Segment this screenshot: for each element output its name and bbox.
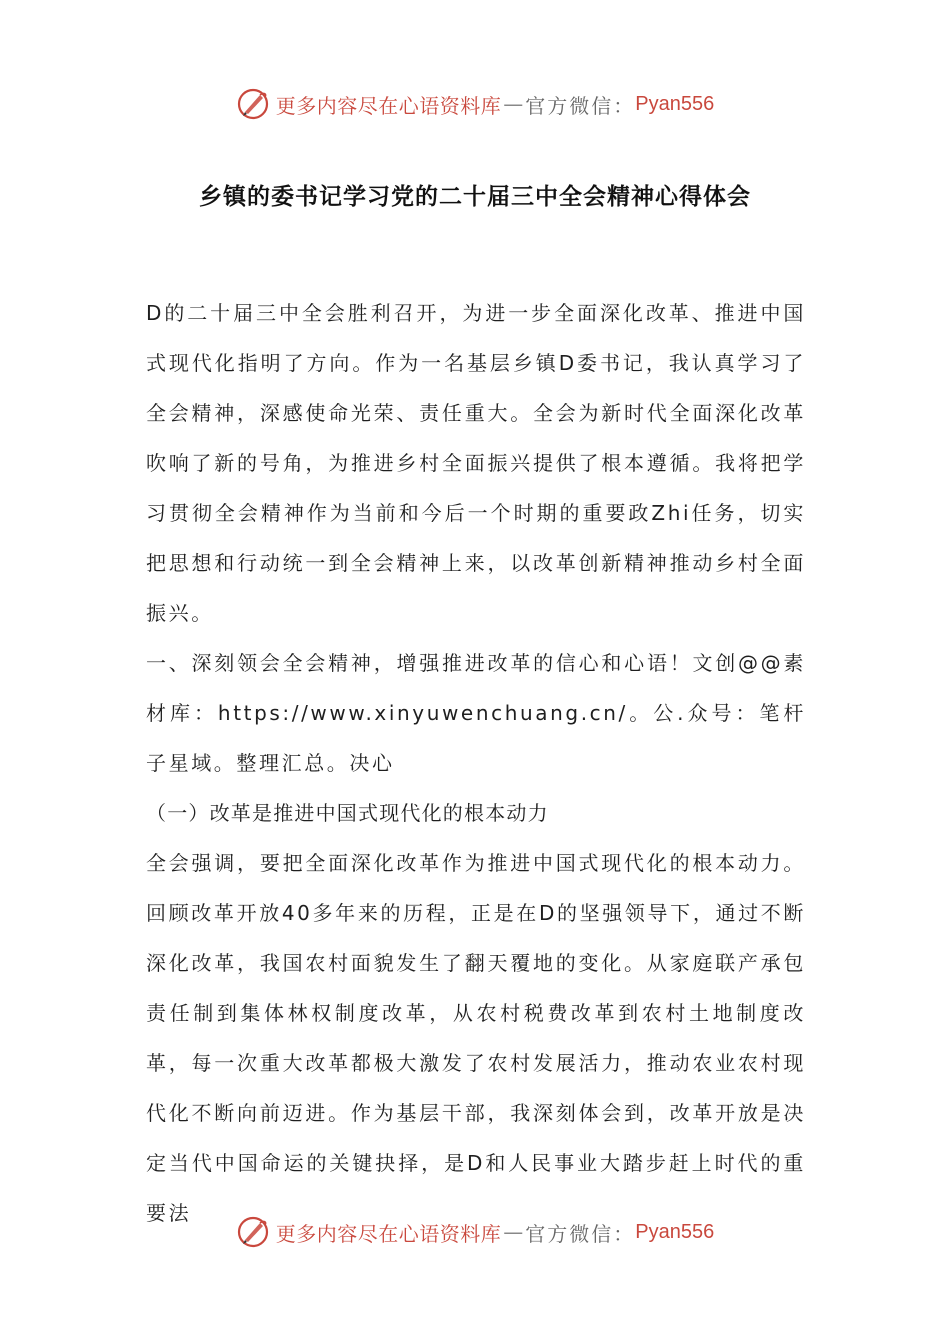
wechat-id: Pyan556	[635, 1220, 715, 1243]
document-body	[146, 288, 806, 1238]
watermark-separator: —	[503, 1220, 524, 1244]
watermark-slogan: 更多内容尽在心语资料库	[275, 93, 502, 118]
body-paragraph: 全会强调，要把全面深化改革作为推进中国式现代化的根本动力。回顾改革开放40多年来的历程，正是在D的坚强领导下，通过不断深化改革，我国农村面貌发生了翻天覆地的变化。从家庭联产承包责任制到集体林权制度改革，从农村税费改革到农村土地制度改革，每一次重大改革都极大激发了农村发展活力，推动农业农村现代化不断向前迈进。作为基层干部，我深刻体会到，改革开放是决定当代中国命运的关键抉择，是D和人民事业大踏步赶上时代的重要法	[146, 851, 806, 1225]
wechat-id: Pyan556	[635, 92, 715, 115]
wechat-label: 官方微信：	[525, 93, 636, 118]
quill-logo-icon	[236, 1215, 270, 1249]
watermark-separator: —	[503, 92, 524, 116]
subsection-heading: （一）改革是推进中国式现代化的根本动力	[146, 801, 549, 825]
quill-logo-icon	[236, 87, 270, 121]
watermark-banner-top	[0, 84, 950, 124]
document-title: 乡镇的委书记学习党的二十届三中全会精神心得体会	[199, 184, 751, 210]
watermark-banner-bottom	[0, 1212, 950, 1252]
wechat-label: 官方微信：	[525, 1221, 636, 1246]
intro-paragraph: D的二十届三中全会胜利召开，为进一步全面深化改革、推进中国式现代化指明了方向。作为一名基层乡镇D委书记，我认真学习了全会精神，深感使命光荣、责任重大。全会为新时代全面深化改革吹响了新的号角，为推进乡村全面振兴提供了根本遵循。我将把学习贯彻全会精神作为当前和今后一个时期的重要政Zhi任务，切实把思想和行动统一到全会精神上来，以改革创新精神推动乡村全面振兴。	[146, 301, 806, 625]
section-heading: 一、深刻领会全会精神，增强推进改革的信心和心语！文创@@素材库：https://www.xinyuwenchuang.cn/。公.众号：笔杆子星域。整理汇总。决心	[146, 651, 806, 775]
watermark-slogan: 更多内容尽在心语资料库	[275, 1221, 502, 1246]
